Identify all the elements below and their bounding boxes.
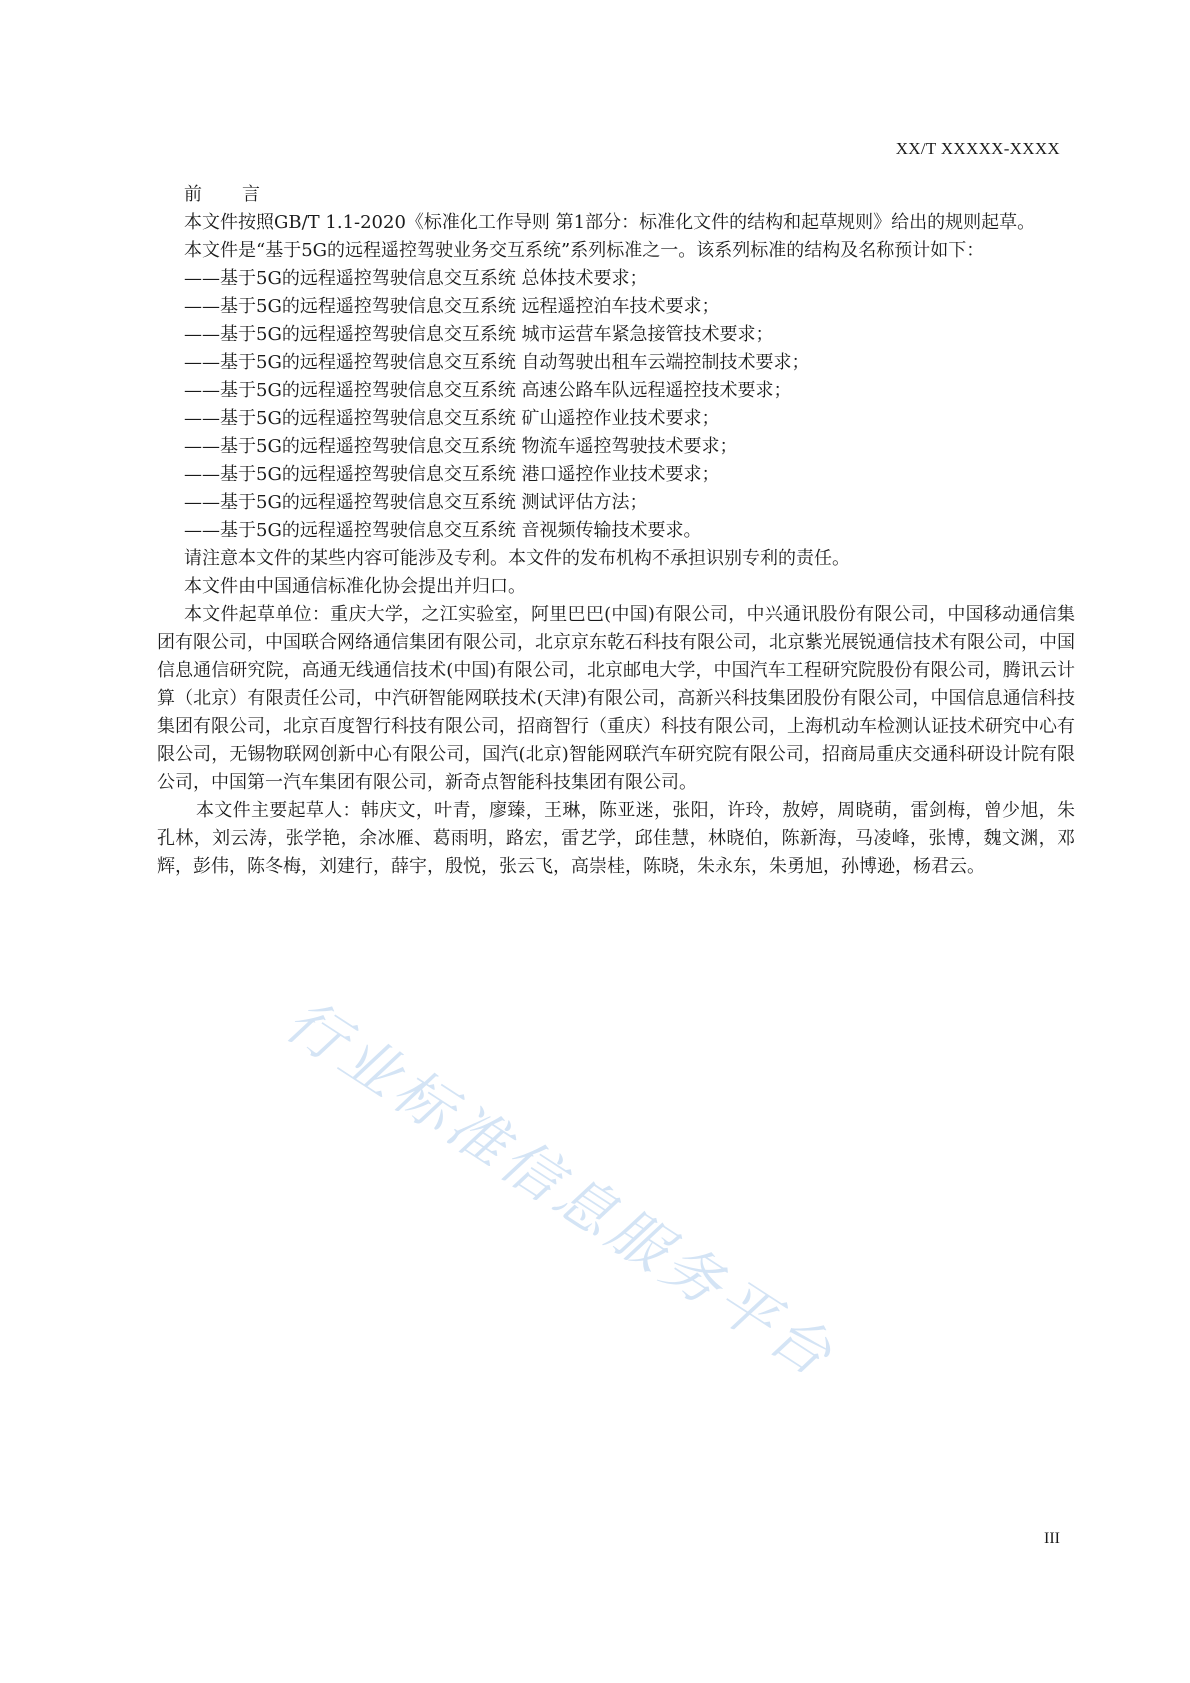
- heading-char-2: 言: [242, 184, 260, 205]
- series-item: ——基于5G的远程遥控驾驶信息交互系统 总体技术要求；: [184, 268, 648, 289]
- series-item: ——基于5G的远程遥控驾驶信息交互系统 高速公路车队远程遥控技术要求；: [184, 380, 792, 401]
- basis-paragraph: 本文件按照GB/T 1.1-2020《标准化工作导则 第1部分：标准化文件的结构和起草规则》给出的规则起草。: [184, 212, 1036, 233]
- series-item: ——基于5G的远程遥控驾驶信息交互系统 音视频传输技术要求。: [184, 520, 702, 541]
- document-number: XX/T XXXXX-XXXX: [895, 139, 1060, 158]
- series-item: ——基于5G的远程遥控驾驶信息交互系统 矿山遥控作业技术要求；: [184, 408, 720, 429]
- series-intro-paragraph: 本文件是“基于5G的远程遥控驾驶业务交互系统”系列标准之一。该系列标准的结构及名称预计如下：: [184, 240, 985, 261]
- series-list: [157, 265, 1075, 545]
- watermark: 行业标准信息服务平台: [273, 985, 848, 1392]
- preface-heading: [184, 181, 1075, 209]
- series-item: ——基于5G的远程遥控驾驶信息交互系统 测试评估方法；: [184, 492, 648, 513]
- drafters-paragraph: 本文件主要起草人：韩庆文，叶青，廖臻，王琳，陈亚迷，张阳，许玲，敖婷，周晓萌，雷剑梅，曾少旭，朱孔林，刘云涛，张学艳，余冰雁、葛雨明，路宏，雷艺学，邱佳慧，林晓伯，陈新海，马凌峰，张博，魏文渊，邓辉，彭伟，陈冬梅，刘建行，薛宇，殷悦，张云飞，高崇桂，陈晓，朱永东，朱勇旭，孙博逊，杨君云。: [157, 800, 1075, 877]
- heading-char-1: 前: [184, 184, 202, 205]
- series-item: ——基于5G的远程遥控驾驶信息交互系统 物流车遥控驾驶技术要求；: [184, 436, 738, 457]
- patent-notice-paragraph: 请注意本文件的某些内容可能涉及专利。本文件的发布机构不承担识别专利的责任。: [184, 548, 850, 569]
- preface-body: [157, 181, 1075, 881]
- series-item: ——基于5G的远程遥控驾驶信息交互系统 城市运营车紧急接管技术要求；: [184, 324, 774, 345]
- series-item: ——基于5G的远程遥控驾驶信息交互系统 自动驾驶出租车云端控制技术要求；: [184, 352, 810, 373]
- series-item: ——基于5G的远程遥控驾驶信息交互系统 远程遥控泊车技术要求；: [184, 296, 720, 317]
- proposer-paragraph: 本文件由中国通信标准化协会提出并归口。: [184, 576, 526, 597]
- series-item: ——基于5G的远程遥控驾驶信息交互系统 港口遥控作业技术要求；: [184, 464, 720, 485]
- drafting-units-paragraph: 本文件起草单位：重庆大学，之江实验室，阿里巴巴(中国)有限公司，中兴通讯股份有限公司，中国移动通信集团有限公司，中国联合网络通信集团有限公司，北京京东乾石科技有限公司，北京紫光展锐通信技术有限公司，中国信息通信研究院，高通无线通信技术(中国)有限公司，北京邮电大学，中国汽车工程研究院股份有限公司，腾讯云计算（北京）有限责任公司，中汽研智能网联技术(天津)有限公司，高新兴科技集团股份有限公司，中国信息通信科技集团有限公司，北京百度智行科技有限公司，招商智行（重庆）科技有限公司，上海机动车检测认证技术研究中心有限公司，无锡物联网创新中心有限公司，国汽(北京)智能网联汽车研究院有限公司，招商局重庆交通科研设计院有限公司，中国第一汽车集团有限公司，新奇点智能科技集团有限公司。: [157, 604, 1075, 793]
- page-number: III: [1044, 1530, 1060, 1547]
